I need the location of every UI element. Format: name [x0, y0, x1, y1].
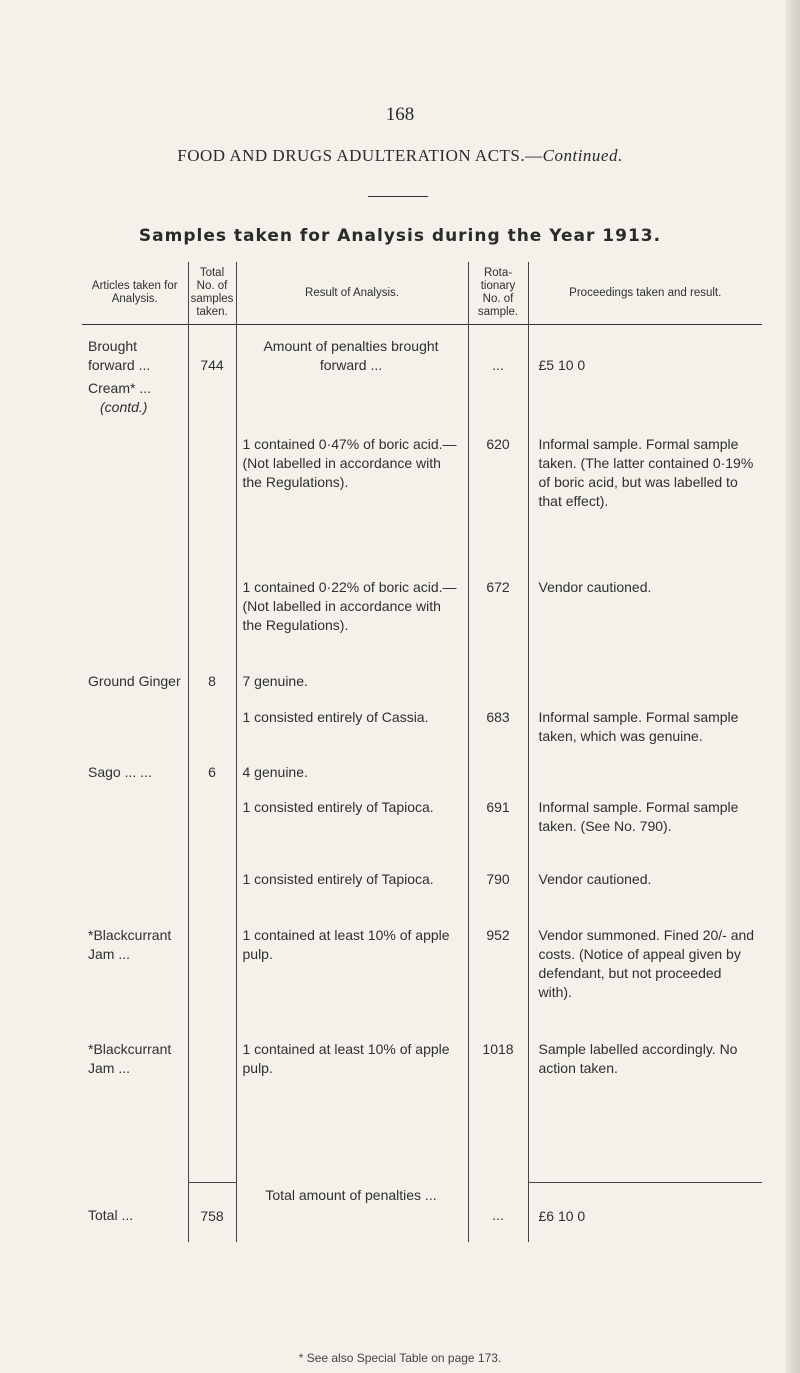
cell-total [188, 798, 236, 870]
cell-proceedings: Informal sample. Formal sample taken. (See No. 790). [528, 798, 762, 870]
table-row [82, 926, 762, 1040]
cell-proceedings: Vendor cautioned. [528, 578, 762, 672]
col-header-articles: Articles taken for Analysis. [82, 262, 188, 325]
table-header-row [82, 262, 762, 325]
total-row [82, 1182, 762, 1242]
col-header-result: Result of Analysis. [236, 262, 468, 325]
cell-total: 8 [188, 672, 236, 708]
cell-rota: 672 [468, 578, 528, 672]
cell-result: 7 genuine. [236, 672, 468, 708]
cell-result: 1 contained 0·47% of boric acid.—(Not labelled in accordance with the Regulations). [236, 435, 468, 578]
cell-proceedings: Sample labelled accordingly. No action taken. [528, 1040, 762, 1182]
table-row [82, 375, 762, 435]
cell-total [188, 708, 236, 763]
table-row [82, 435, 762, 578]
cell-total [188, 578, 236, 672]
cell-rota [468, 375, 528, 435]
cell-result [236, 375, 468, 435]
cell-proceedings [528, 672, 762, 708]
table-title: Samples taken for Analysis during the Year 1913. [138, 226, 662, 246]
footnote: * See also Special Table on page 173. [298, 1351, 502, 1365]
heading-divider [368, 196, 428, 197]
cell-article [82, 798, 188, 870]
cell-rota: 1018 [468, 1040, 528, 1182]
col-header-proceedings: Proceedings taken and result. [528, 262, 762, 325]
cell-article [82, 375, 188, 435]
cell-article: Sago ... ... [88, 764, 152, 780]
cell-rota: 620 [468, 435, 528, 578]
cell-result: 1 consisted entirely of Tapioca. [236, 870, 468, 926]
page-heading [0, 146, 800, 166]
cell-rota [468, 763, 528, 798]
cell-total [188, 1040, 236, 1182]
cell-total: 744 [188, 325, 236, 376]
cell-rota: 683 [468, 708, 528, 763]
cell-total-result: Total amount of penalties ... [236, 1182, 468, 1242]
page-edge [786, 0, 800, 1373]
cell-proceedings: Vendor summoned. Fined 20/- and costs. (Notice of appeal given by defendant, but not proceeded with). [528, 926, 762, 1040]
cell-total: 6 [188, 763, 236, 798]
cell-article [82, 435, 188, 578]
table-row [82, 798, 762, 870]
cell-total [188, 435, 236, 578]
table-row [82, 578, 762, 672]
cell-article [82, 708, 188, 763]
table-row [82, 325, 762, 376]
cell-total-rota: ... [468, 1182, 528, 1242]
cell-result: 1 contained at least 10% of apple pulp. [236, 926, 468, 1040]
cell-proceedings [528, 375, 762, 435]
cell-result: 4 genuine. [236, 763, 468, 798]
page-number: 168 [385, 104, 415, 125]
cell-total [188, 926, 236, 1040]
table-row [82, 763, 762, 798]
table-row [82, 870, 762, 926]
cell-total [188, 375, 236, 435]
table-row [82, 1040, 762, 1182]
cell-result: 1 contained at least 10% of apple pulp. [236, 1040, 468, 1182]
cell-article: *Blackcurrant Jam ... [88, 927, 172, 962]
cell-total-proceedings: £6 10 0 [528, 1182, 762, 1242]
cell-result: Amount of penalties brought forward ... [236, 325, 468, 376]
article-contd: (contd.) [100, 399, 148, 415]
cell-total-label: Total ... [88, 1207, 134, 1223]
cell-proceedings: Vendor cautioned. [528, 870, 762, 926]
cell-rota: 691 [468, 798, 528, 870]
cell-result: 1 contained 0·22% of boric acid.—(Not labelled in accordance with the Regulations). [236, 578, 468, 672]
col-header-rota: Rota-tionary No. of sample. [468, 262, 528, 325]
cell-proceedings [528, 763, 762, 798]
cell-proceedings: Informal sample. Formal sample taken. (The latter contained 0·19% of boric acid, but was labelled to that effect). [528, 435, 762, 578]
table-row [82, 672, 762, 708]
article-cream: Cream* ... [88, 380, 152, 396]
cell-proceedings: Informal sample. Formal sample taken, which was genuine. [528, 708, 762, 763]
cell-article: Brought forward ... [88, 338, 151, 373]
cell-rota [468, 672, 528, 708]
cell-article [82, 870, 188, 926]
samples-table [82, 262, 762, 1242]
heading-main: FOOD AND DRUGS ADULTERATION ACTS.— [177, 146, 543, 165]
col-header-total: Total No. of samples taken. [188, 262, 236, 325]
table-row [82, 708, 762, 763]
cell-article: Ground Ginger [88, 673, 181, 689]
cell-article: *Blackcurrant Jam ... [88, 1041, 172, 1076]
cell-rota: 952 [468, 926, 528, 1040]
cell-rota: ... [468, 325, 528, 376]
cell-result: 1 consisted entirely of Cassia. [236, 708, 468, 763]
cell-total-count: 758 [188, 1182, 236, 1242]
cell-result: 1 consisted entirely of Tapioca. [236, 798, 468, 870]
cell-total [188, 870, 236, 926]
cell-proceedings: £5 10 0 [528, 325, 762, 376]
cell-article [82, 578, 188, 672]
cell-rota: 790 [468, 870, 528, 926]
heading-continued: Continued. [542, 146, 623, 165]
